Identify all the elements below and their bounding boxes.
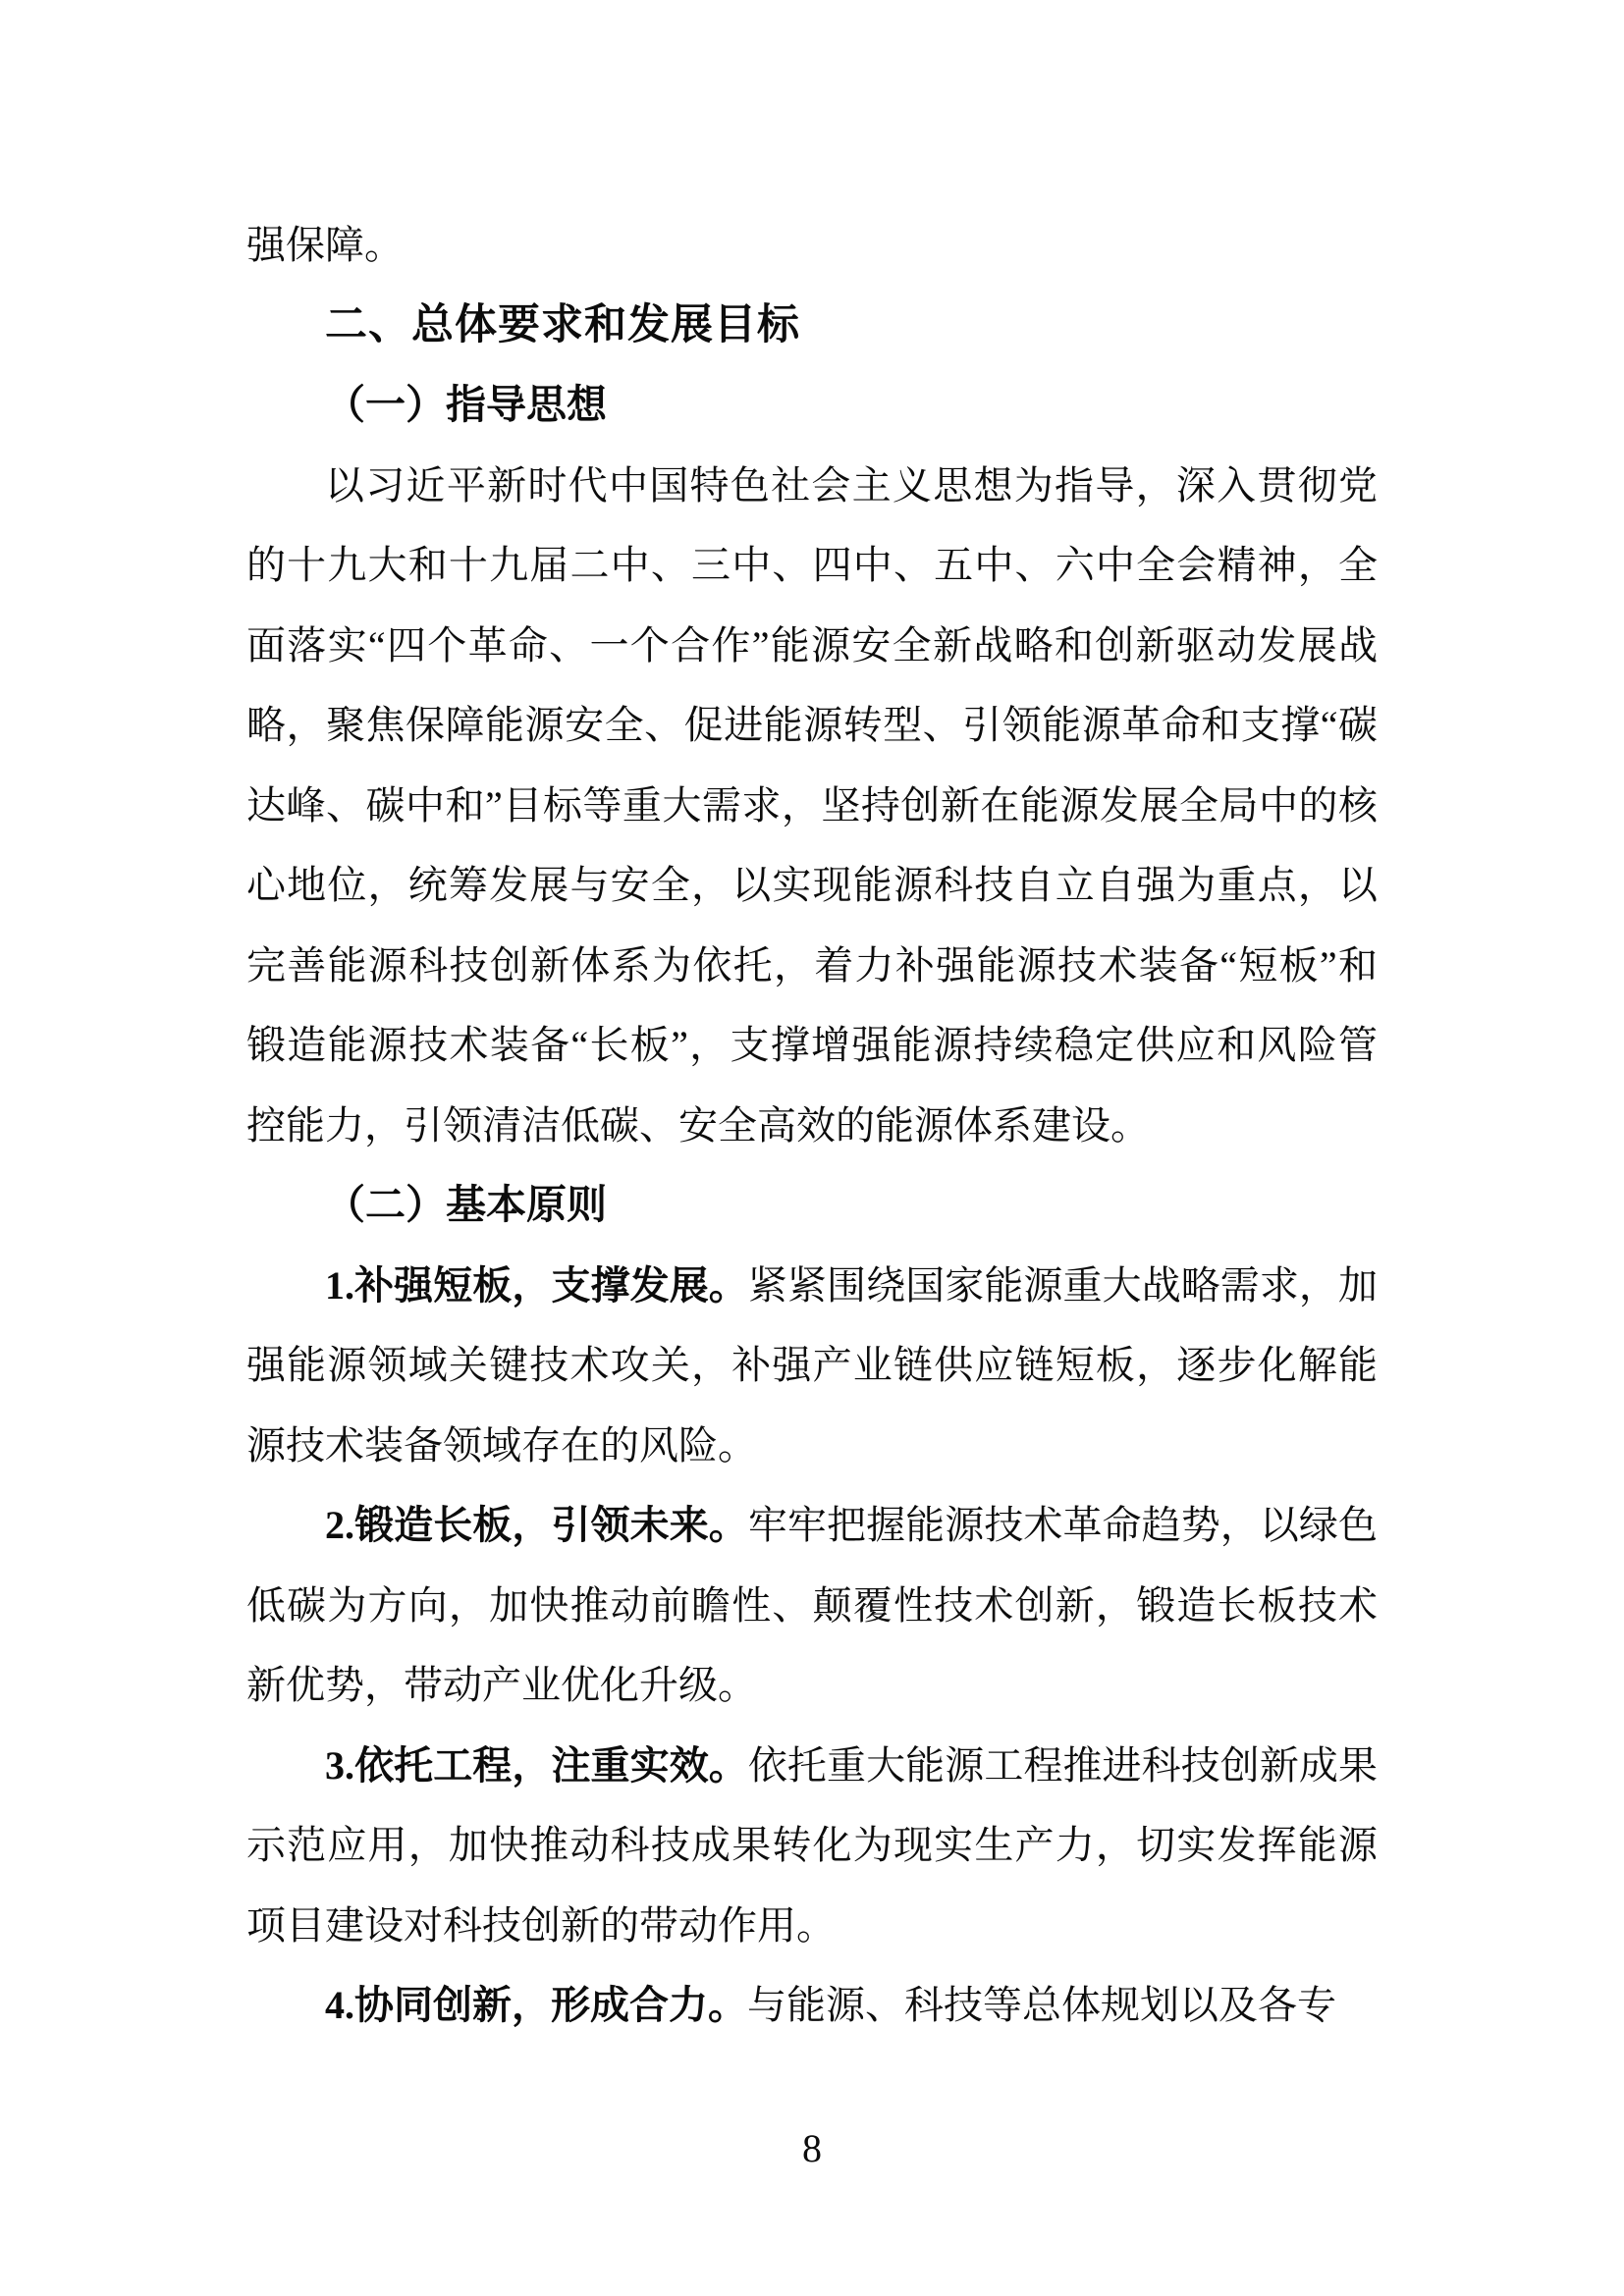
principle-4-lead: 4.协同创新，形成合力。: [325, 1983, 747, 2027]
principle-1-body: 紧紧围绕国家能源重大战略需求，加强能源领域关键技术攻关，补强产业链供应链短板，逐步化解能源技术装备领域存在的风险。: [246, 1262, 1379, 1468]
principle-1-lead: 1.补强短板，支撑发展。: [325, 1262, 748, 1308]
principle-item-4: [246, 1965, 1378, 2046]
principle-item-3: [246, 1726, 1378, 1966]
section-heading: 二、总体要求和发展目标: [325, 300, 800, 348]
subsection-heading-basic-principles: （二）基本原则: [325, 1182, 607, 1227]
page-number: 8: [802, 2126, 822, 2170]
subsection-heading-guiding-ideology: （一）指导思想: [325, 382, 607, 427]
principle-3-body: 依托重大能源工程推进科技创新成果示范应用，加快推动科技成果转化为现实生产力，切实发挥能源项目建设对科技创新的带动作用。: [246, 1742, 1379, 1948]
paragraph-continuation: 强保障。: [246, 223, 404, 267]
principle-2-body: 牢牢把握能源技术革命趋势，以绿色低碳为方向，加快推动前瞻性、颠覆性技术创新，锻造长板技术新优势，带动产业优化升级。: [246, 1503, 1379, 1707]
principle-2-lead: 2.锻造长板，引领未来。: [325, 1503, 748, 1547]
paragraph-guiding-ideology: 以习近平新时代中国特色社会主义思想为指导，深入贯彻党的十九大和十九届二中、三中、四中、五中、六中全会精神，全面落实“四个革命、一个合作”能源安全新战略和创新驱动发展战略，聚焦保障能源安全、促进能源转型、引领能源革命和支撑“碳达峰、碳中和”目标等重大需求，坚持创新在能源发展全局中的核心地位，统筹发展与安全，以实现能源科技自立自强为重点，以完善能源科技创新体系为依托，着力补强能源技术装备“短板”和锻造能源技术装备“长板”，支撑增强能源持续稳定供应和风险管控能力，引领清洁低碳、安全高效的能源体系建设。: [246, 462, 1378, 1148]
principle-item-2: [246, 1485, 1378, 1726]
principle-3-lead: 3.依托工程，注重实效。: [325, 1742, 748, 1788]
principle-4-body: 与能源、科技等总体规划以及各专: [747, 1983, 1336, 2027]
principle-item-1: [246, 1246, 1378, 1486]
